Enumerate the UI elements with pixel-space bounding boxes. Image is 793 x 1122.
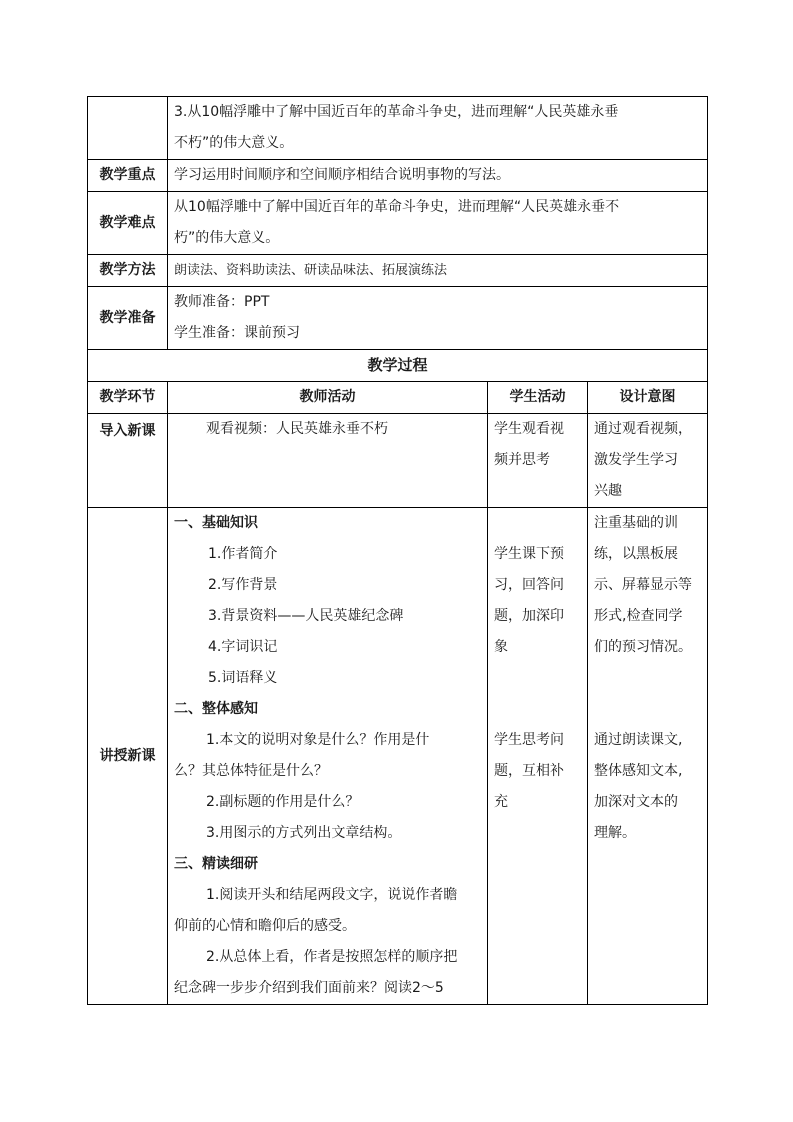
lesson-stage: 讲授新课: [88, 508, 168, 1005]
section-item: 1.作者简介: [208, 546, 278, 562]
student-activity-line: 题，互相补: [494, 763, 564, 779]
section-title: 二、整体感知: [174, 701, 258, 717]
objective-row: [88, 97, 708, 160]
intro-intent-line: 激发学生学习: [594, 452, 678, 468]
student-activity-line: 习，回答问: [494, 577, 564, 593]
section-title: 一、基础知识: [174, 515, 258, 531]
section-item: 纪念碑一步步介绍到我们面前来？阅读2～5: [174, 980, 444, 996]
design-intent-line: 注重基础的训: [594, 515, 678, 531]
intro-row: [88, 414, 708, 508]
difficulty-line: 朽”的伟大意义。: [174, 230, 280, 246]
difficulty-row: [88, 192, 708, 255]
section-item: 2.从总体上看，作者是按照怎样的顺序把: [206, 949, 458, 965]
preparation-label: 教学准备: [88, 287, 168, 350]
preparation-row: [88, 287, 708, 350]
section-item: 1.阅读开头和结尾两段文字，说说作者瞻: [206, 887, 458, 903]
design-intent-line: 理解。: [594, 825, 636, 841]
design-intent-line: 练，以黑板展: [594, 546, 678, 562]
section-item: 2.副标题的作用是什么？: [206, 794, 360, 810]
key-point-label: 教学重点: [88, 160, 168, 192]
process-title: 教学过程: [88, 350, 708, 382]
intro-student-line: 学生观看视: [494, 421, 564, 437]
section-item: 仰前的心情和瞻仰后的感受。: [174, 918, 356, 934]
objective-line: 3.从10幅浮雕中了解中国近百年的革命斗争史，进而理解“人民英雄永垂: [174, 104, 619, 120]
design-intent-line: 示、屏幕显示等: [594, 577, 692, 593]
student-activity-line: 题，加深印: [494, 608, 564, 624]
method-row: [88, 255, 708, 287]
header-intent: 设计意图: [588, 382, 708, 414]
section-item: 3.背景资料——人民英雄纪念碑: [208, 608, 404, 624]
design-intent-line: 加深对文本的: [594, 794, 678, 810]
difficulty-line: 从10幅浮雕中了解中国近百年的革命斗争史，进而理解“人民英雄永垂不: [174, 199, 620, 215]
design-intent-line: 形式,检查同学: [594, 608, 683, 624]
intro-student-line: 频并思考: [494, 452, 550, 468]
student-activity-line: 象: [494, 639, 508, 655]
student-activity-line: 充: [494, 794, 508, 810]
design-intent-line: 整体感知文本,: [594, 763, 683, 779]
difficulty-label: 教学难点: [88, 192, 168, 255]
student-activity-line: 学生课下预: [494, 546, 564, 562]
objective-label: [88, 97, 168, 160]
key-point-text: 学习运用时间顺序和空间顺序相结合说明事物的写法。: [174, 167, 510, 183]
objective-line: 不朽”的伟大意义。: [174, 135, 294, 151]
method-text: 朗读法、资料助读法、研读品味法、拓展演练法: [174, 263, 448, 278]
preparation-line: 学生准备：课前预习: [174, 325, 300, 341]
section-item: 1.本文的说明对象是什么？作用是什: [206, 732, 430, 748]
header-row: [88, 382, 708, 414]
section-item: 2.写作背景: [208, 577, 278, 593]
header-student: 学生活动: [488, 382, 588, 414]
preparation-line: 教师准备：PPT: [174, 294, 270, 310]
lesson-plan-document: [87, 96, 707, 1005]
header-stage: 教学环节: [88, 382, 168, 414]
lesson-plan-table: [87, 96, 708, 1005]
intro-intent-line: 通过观看视频，: [594, 421, 692, 437]
header-teacher: 教师活动: [168, 382, 488, 414]
design-intent-line: 们的预习情况。: [594, 639, 692, 655]
section-item: 5.词语释义: [208, 670, 278, 686]
section-item: 3.用图示的方式列出文章结构。: [206, 825, 402, 841]
key-point-row: [88, 160, 708, 192]
lesson-row: [88, 508, 708, 1005]
intro-stage: 导入新课: [88, 414, 168, 508]
process-title-row: [88, 350, 708, 382]
intro-teacher-text: 观看视频：人民英雄永垂不朽: [206, 421, 388, 437]
intro-intent-line: 兴趣: [594, 483, 622, 499]
student-activity-line: 学生思考问: [494, 732, 564, 748]
section-item: 么？其总体特征是什么？: [174, 763, 328, 779]
design-intent-line: 通过朗读课文,: [594, 732, 683, 748]
method-label: 教学方法: [88, 255, 168, 287]
section-title: 三、精读细研: [174, 856, 258, 872]
section-item: 4.字词识记: [208, 639, 278, 655]
